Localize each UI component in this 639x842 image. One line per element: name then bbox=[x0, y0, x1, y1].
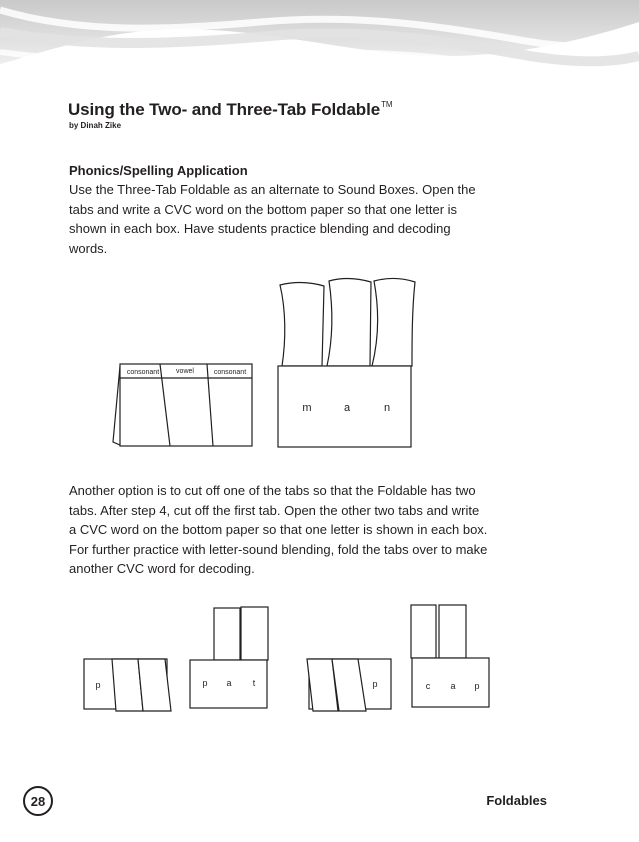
letter-m: m bbox=[302, 402, 312, 414]
open-1-letter-t: t bbox=[252, 678, 256, 688]
open-two-tab-foldable-2 bbox=[411, 605, 489, 707]
closed-two-tab-foldable-2 bbox=[307, 659, 391, 711]
open-2-letter-a: a bbox=[450, 681, 456, 691]
closed-1-letter: p bbox=[95, 680, 101, 690]
tab-label-consonant-2: consonant bbox=[213, 369, 247, 376]
title-text: Using the Two- and Three-Tab Foldable bbox=[68, 100, 381, 119]
paragraph-two-tab: Another option is to cut off one of the tabs so that the Foldable has two tabs. After step 4, cut off the first tab. Open the other two tabs and write a CVC word on the bottom paper so that one letter is shown in each box. For further practice with letter-sound blending, fold the tabs over to make another CVC word for decoding. bbox=[69, 483, 488, 576]
open-2-letter-p: p bbox=[474, 681, 480, 691]
letter-n: n bbox=[383, 402, 391, 414]
open-two-tab-foldable-1 bbox=[190, 607, 268, 708]
page-number bbox=[23, 786, 53, 816]
trademark-mark: TM bbox=[381, 100, 393, 109]
open-1-letter-p: p bbox=[202, 678, 208, 688]
tab-label-vowel: vowel bbox=[176, 368, 194, 375]
footer-brand: Foldables bbox=[486, 793, 547, 808]
paragraph-three-tab: Use the Three-Tab Foldable as an alternate to Sound Boxes. Open the tabs and write a CVC word on the bottom paper so that one letter is shown in each box. Have students practice blending and decoding words. bbox=[69, 182, 476, 256]
tab-label-consonant-1: consonant bbox=[126, 369, 160, 376]
letter-a: a bbox=[343, 402, 351, 414]
closed-2-letter: p bbox=[372, 679, 378, 689]
page-number-text: 28 bbox=[30, 793, 46, 809]
open-1-letter-a: a bbox=[226, 678, 232, 688]
open-2-letter-c: c bbox=[425, 681, 431, 691]
byline: by Dinah Zike bbox=[69, 121, 122, 130]
section-heading: Phonics/Spelling Application bbox=[69, 163, 248, 178]
